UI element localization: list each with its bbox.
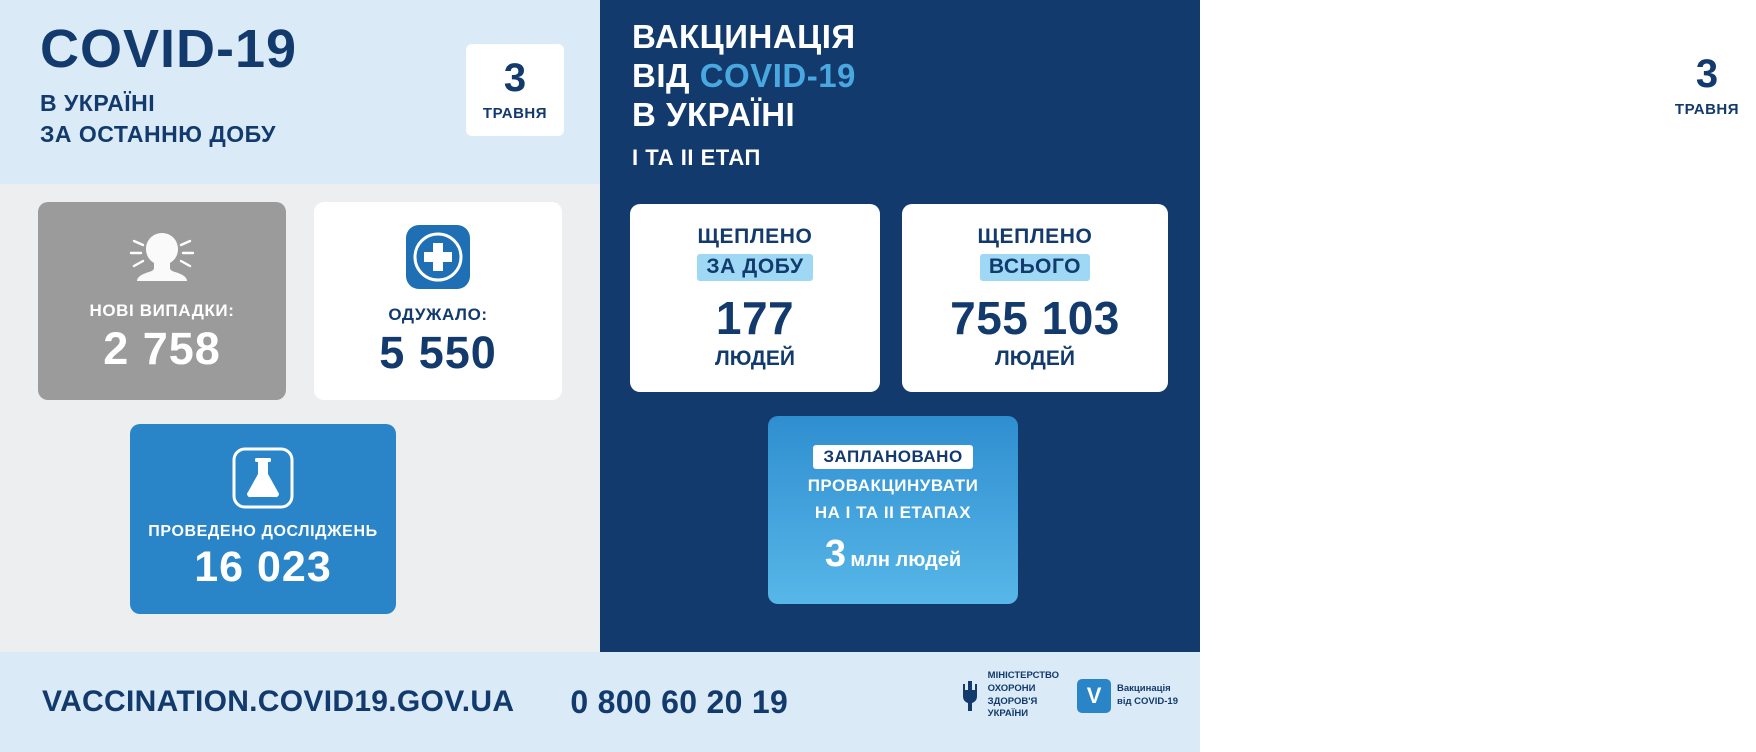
stat-value: 177 <box>715 292 795 344</box>
ministry-line-2: ОХОРОНИ <box>987 682 1036 694</box>
ministry-line-4: УКРАЇНИ <box>987 708 1029 720</box>
vaccination-title-line-2 <box>632 57 856 96</box>
ministry-of-health-logo <box>959 670 1059 721</box>
body-area <box>0 184 1200 652</box>
footer-band <box>0 652 1200 752</box>
stat-value: 2 758 <box>103 323 221 374</box>
stat-card-new-cases <box>38 202 286 400</box>
check-v-icon: V <box>1077 679 1111 713</box>
date-month: ТРАВНЯ <box>482 105 548 122</box>
vaccination-title-prefix: ВІД <box>632 56 700 94</box>
trident-icon <box>959 679 981 713</box>
footer-website-link[interactable]: VACCINATION.COVID19.GOV.UA <box>42 685 515 718</box>
stat-label: ОДУЖАЛО: <box>388 305 488 324</box>
ministry-line-1: МІНІСТЕРСТВО <box>987 670 1060 681</box>
subtitle-line-1: В УКРАЇНІ <box>40 90 156 116</box>
ministry-line-3: ЗДОРОВ'Я <box>987 695 1038 707</box>
date-badge-left <box>466 44 564 136</box>
date-badge-right <box>1658 40 1756 132</box>
footer-hotline-phone[interactable]: 0 800 60 20 19 <box>570 683 789 720</box>
vaccination-title <box>632 18 856 135</box>
page-subtitle <box>40 88 297 150</box>
sneeze-icon <box>129 227 195 287</box>
plan-highlight: ЗАПЛАНОВАНО <box>813 445 972 469</box>
stat-unit: ЛЮДЕЙ <box>715 347 795 370</box>
header-right-text <box>632 18 856 171</box>
stat-card-tests <box>130 424 396 614</box>
vaccination-stats-panel <box>600 184 1200 652</box>
vacc-logo-line-2: від COVID-19 <box>1117 695 1178 707</box>
header-left-panel <box>0 0 600 184</box>
vaccination-title-line-3: В УКРАЇНІ <box>632 95 796 133</box>
stat-value: 5 550 <box>379 327 497 378</box>
plan-value: 3 <box>824 532 846 575</box>
vaccination-title-line-1: ВАКЦИНАЦІЯ <box>632 18 856 55</box>
ministry-logo-text <box>988 670 1059 721</box>
plan-unit: млн людей <box>850 548 962 571</box>
plan-line-2: ПРОВАКЦИНУВАТИ <box>807 475 979 495</box>
vaccination-title-accent: COVID-19 <box>699 56 856 94</box>
stat-value: 16 023 <box>194 542 332 591</box>
flask-icon <box>232 447 294 509</box>
stat-title: ЩЕПЛЕНО <box>697 225 813 248</box>
page-title: COVID-19 <box>40 19 298 79</box>
date-day: 3 <box>503 56 527 100</box>
subtitle-line-2: ЗА ОСТАННЮ ДОБУ <box>40 121 276 148</box>
plan-line-3: НА I ТА II ЕТАПАХ <box>814 502 972 522</box>
header-left-text <box>40 19 298 150</box>
footer-logos <box>959 670 1178 721</box>
date-day: 3 <box>1695 52 1719 96</box>
stat-title: ЩЕПЛЕНО <box>977 225 1093 248</box>
stat-unit: ЛЮДЕЙ <box>995 347 1075 370</box>
header-right-panel <box>600 0 1740 184</box>
covid-stats-panel <box>0 184 600 652</box>
medical-cross-icon <box>404 223 472 291</box>
vaccination-stage-subtitle: I ТА II ЕТАП <box>632 144 761 170</box>
stat-card-vaccination-plan <box>768 416 1018 604</box>
header-band <box>0 0 1740 184</box>
stat-card-recovered <box>314 202 562 400</box>
stat-highlight: ВСЬОГО <box>980 254 1090 281</box>
vacc-logo-line-1: Вакцинація <box>1117 682 1171 694</box>
date-month: ТРАВНЯ <box>1674 101 1740 118</box>
plan-value-row <box>825 533 961 576</box>
stat-label: НОВІ ВИПАДКИ: <box>89 301 235 320</box>
stat-highlight: ЗА ДОБУ <box>697 254 812 281</box>
stat-value: 755 103 <box>950 292 1120 344</box>
stat-label: ПРОВЕДЕНО ДОСЛІДЖЕНЬ <box>148 522 378 540</box>
stat-card-vaccinated-per-day <box>630 204 880 392</box>
stat-card-vaccinated-total <box>902 204 1168 392</box>
vaccination-logo-text <box>1117 683 1178 709</box>
vaccination-program-logo <box>1077 679 1178 713</box>
